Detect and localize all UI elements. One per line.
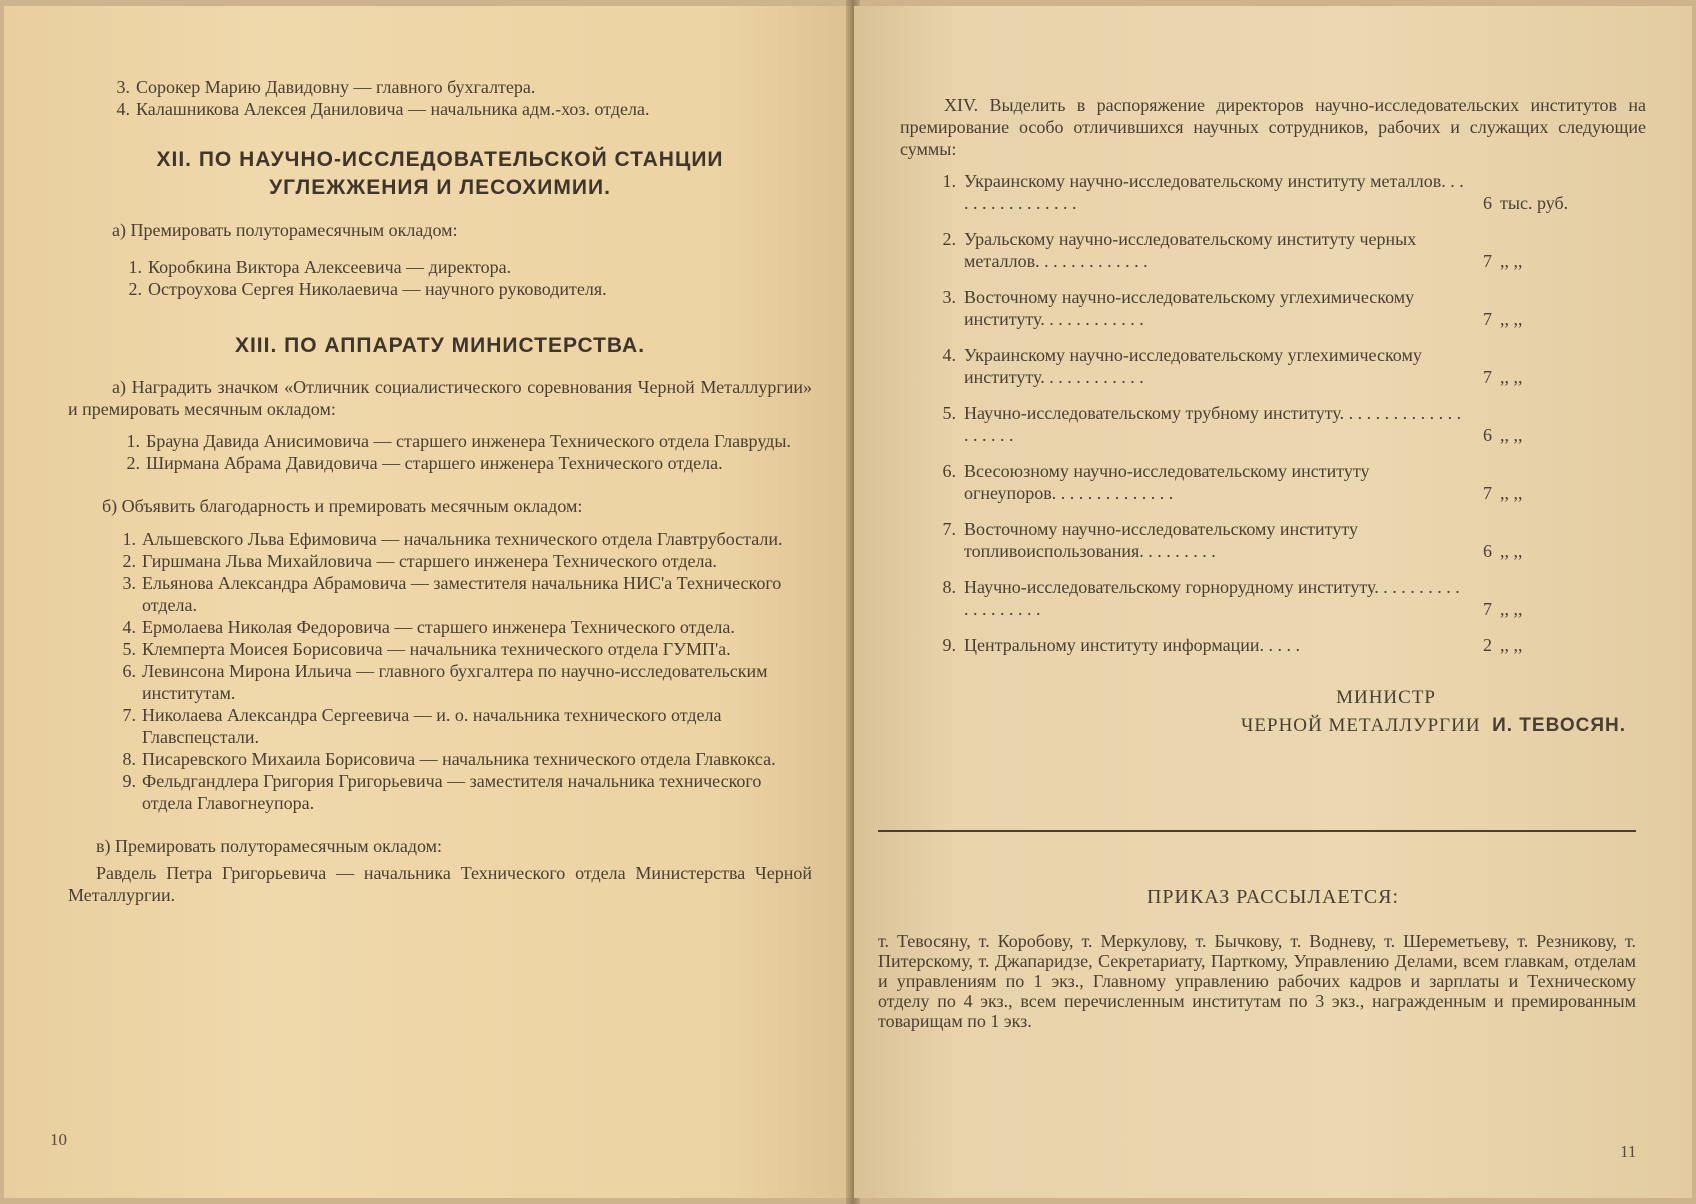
section-12-title-line2: УГЛЕЖЖЕНИЯ И ЛЕСОХИМИИ. [269,176,611,199]
list-item: 7. Николаева Александра Сергеевича — и. о. начальника технического отдела Главспецстали. [122,705,722,747]
list-item: 2. Гиршмана Льва Михайловича — старшего инженера Технического отдела. [122,551,717,571]
list-item: 1. Альшевского Льва Ефимовича — начальника технического отдела Главтрубостали. [122,529,783,549]
list-item: 1. Коробкина Виктора Алексеевича — директора. [128,257,512,277]
list-item: 2. Уральскому научно-исследовательскому институту черных металлов. . . . . . . . . . . . . 7 ,, ,, [942,229,1523,271]
distribution-title: ПРИКАЗ РАССЫЛАЕТСЯ: [1146,886,1400,908]
section-13-a-text: а) Наградить значком «Отличник социалистического соревнования Черной Металлургии» и премировать месячным окладом: [68,377,812,419]
list-item: 3. Ельянова Александра Абрамовича — заместителя начальника НИС'а Технического отдела. [122,573,782,615]
list-item: 8. Писаревского Михаила Борисовича — начальника технического отдела Главкокса. [122,749,776,769]
left-page [4,6,852,1198]
list-item: 4. Ермолаева Николая Федоровича — старшего инженера Технического отдела. [122,617,735,637]
list-item: 7. Восточному научно-исследовательскому институту топливоиспользования. . . . . . . . . 6 ,, ,, [942,519,1523,561]
signature-line2: ЧЕРНОЙ МЕТАЛЛУРГИИ [1241,715,1481,736]
minister-name: И. ТЕВОСЯН. [1492,715,1626,736]
list-item: 3. Сорокер Марию Давидовну — главного бухгалтера. [116,77,536,97]
page-number-left: 10 [50,1130,67,1149]
section-13-a-list [112,430,812,474]
page-number-right: 11 [1620,1142,1637,1161]
section-12-a-label: а) Премировать полуторамесячным окладом: [112,220,458,240]
section-13-v-label: в) Премировать полуторамесячным окладом: [96,836,443,856]
list-item: 6. Левинсона Мирона Ильича — главного бухгалтера по научно-исследовательским институтам. [122,661,768,703]
section-14-text: XIV. Выделить в распоряжение директоров научно-исследовательских институтов на премирование особо отличившихся научных сотрудников, рабочих и служащих следующие суммы: [900,95,1646,159]
section-12-title-line1: XII. ПО НАУЧНО-ИССЛЕДОВАТЕЛЬСКОЙ СТАНЦИИ [156,148,724,171]
list-item: 2. Остроухова Сергея Николаевича — научного руководителя. [128,279,607,299]
section-13-b-list [108,528,812,814]
list-item: 2. Ширмана Абрама Давидовича — старшего инженера Технического отдела. [126,453,723,473]
list-item: 8. Научно-исследовательскому горнорудному институту. . . . . . . . . . . . . . . . . . . 7 ,, ,, [942,577,1523,619]
section-13-title: XIII. ПО АППАРАТУ МИНИСТЕРСТВА. [234,334,646,357]
section-13-b-label: б) Объявить благодарность и премировать месячным окладом: [102,496,583,516]
distribution-text: т. Тевосяну, т. Коробову, т. Меркулову, т. Бычкову, т. Водневу, т. Шереметьеву, т. Резникову, т. Питерскому, т. Джапаридзе, Секретариату, Парткому, Управлению Делами, всем главкам, отделам и управлениям по 1 экз., Главному управлению рабочих кадров и зарплаты и Техническому отделу по 4 экз., всем перечисленным институтам по 3 экз., награжденным и премированным товарищам по 1 экз. [878,931,1636,1031]
top-items-list [102,76,812,120]
section-13-v-text: Равдель Петра Григорьевича — начальника Технического отдела Министерства Черной Металлургии. [68,863,812,905]
list-item: 4. Калашникова Алексея Даниловича — начальника адм.-хоз. отдела. [116,99,650,119]
minister-signature [900,684,1646,740]
list-item: 5. Клемперта Моисея Борисовича — начальника технического отдела ГУМП'а. [122,639,731,659]
list-item: 3. Восточному научно-исследовательскому углехимическому институту. . . . . . . . . . . . 7 ,, ,, [942,287,1523,329]
list-item: 5. Научно-исследовательскому трубному институту. . . . . . . . . . . . . . . . . . . . 6 ,, ,, [942,403,1523,445]
list-item: 6. Всесоюзному научно-исследовательскому институту огнеупоров. . . . . . . . . . . . . . 7 ,, ,, [942,461,1523,503]
list-item: 9. Фельдгандлера Григория Григорьевича — заместителя начальника технического отдела Главогнеупора. [122,771,762,813]
list-item: 1. Брауна Давида Анисимовича — старшего инженера Технического отдела Главруды. [126,431,791,451]
institutes-list [920,170,1646,656]
list-item: 4. Украинскому научно-исследовательскому углехимическому институту. . . . . . . . . . . . 7 ,, ,, [942,345,1523,387]
section-12-list [114,256,812,300]
right-page [854,6,1692,1198]
list-item: 1. Украинскому научно-исследовательскому институту металлов. . . . . . . . . . . . . . . . 6 тыс. руб. [942,171,1569,213]
list-item: 9. Центральному институту информации. . . . . 2 ,, ,, [942,635,1523,655]
signature-line1: МИНИСТР [1336,687,1436,708]
